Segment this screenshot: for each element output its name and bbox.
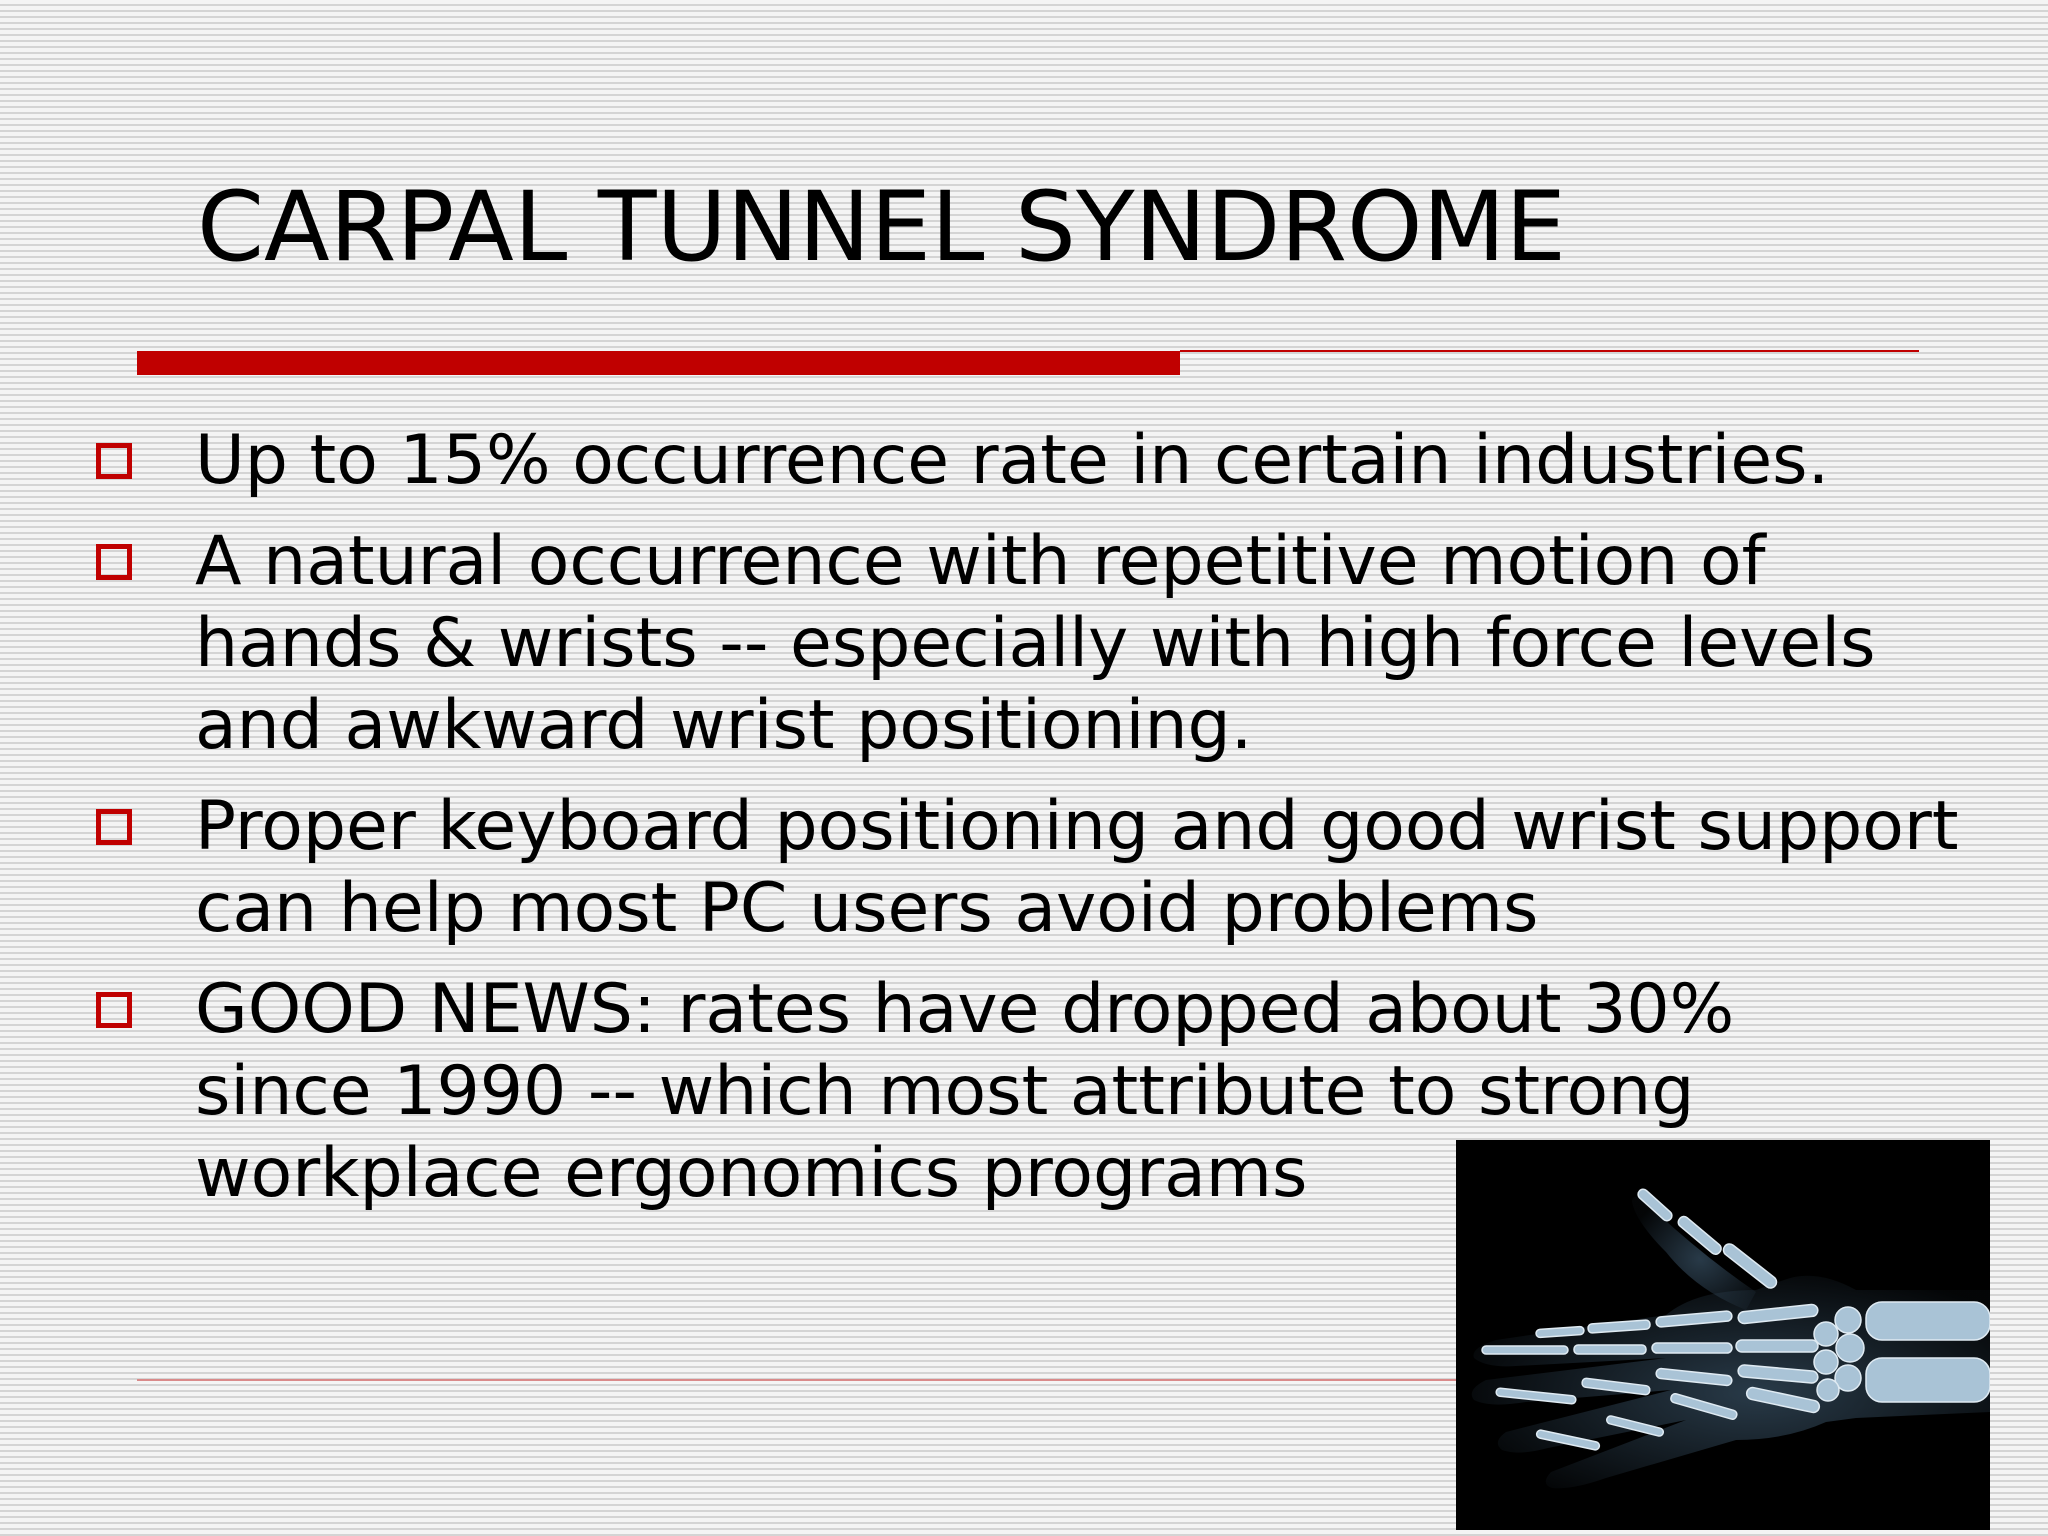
hollow-square-icon	[96, 544, 132, 580]
bullet-line: can help most PC users avoid problems	[195, 869, 1539, 948]
bullet-item	[96, 786, 1986, 950]
hand-xray-image	[1456, 1140, 1990, 1530]
bullet-line: A natural occurrence with repetitive motion of	[195, 522, 1766, 601]
bullet-line: Up to 15% occurrence rate in certain industries.	[195, 421, 1830, 500]
hollow-square-icon	[96, 992, 132, 1028]
bullet-line: GOOD NEWS: rates have dropped about 30%	[195, 970, 1735, 1049]
bullet-line: and awkward wrist positioning.	[195, 686, 1253, 765]
slide-title: CARPAL TUNNEL SYNDROME	[197, 171, 1567, 283]
bullet-line: Proper keyboard positioning and good wrist support	[195, 787, 1959, 866]
bullet-item	[96, 420, 1986, 502]
hand-xray-icon	[1456, 1140, 1990, 1530]
title-underline-thick	[137, 351, 1180, 375]
hollow-square-icon	[96, 443, 132, 479]
bullet-line: since 1990 -- which most attribute to strong	[195, 1052, 1695, 1131]
title-underline-thin	[1180, 350, 1919, 352]
hollow-square-icon	[96, 809, 132, 845]
bullet-line: hands & wrists -- especially with high force levels	[195, 604, 1876, 683]
bullet-list	[96, 420, 1986, 1234]
bullet-item	[96, 521, 1986, 767]
footer-divider	[137, 1379, 1457, 1381]
bullet-line: workplace ergonomics programs	[195, 1134, 1308, 1213]
